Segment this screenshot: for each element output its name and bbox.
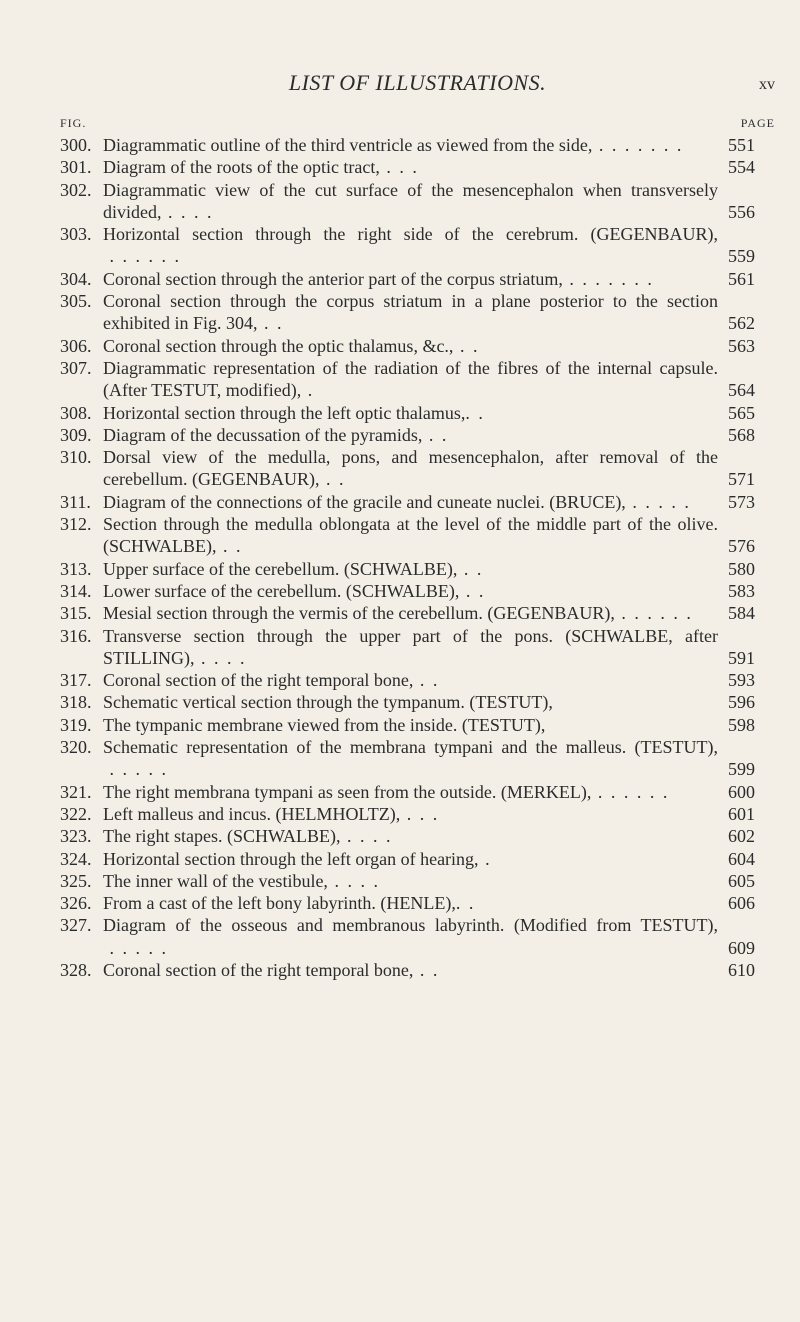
caption-text: The tympanic membrane viewed from the inside. (TESTUT),: [103, 714, 546, 735]
caption-text: Diagram of the roots of the optic tract,: [103, 157, 380, 178]
caption-text: The inner wall of the vestibule,: [103, 870, 328, 891]
figure-number: 328.: [60, 959, 92, 980]
caption-text: Diagram of the osseous and membranous labyrinth. (Modified from TESTUT),: [103, 915, 718, 936]
figure-number: 308.: [60, 402, 92, 423]
page-reference: 606: [728, 893, 755, 914]
caption-text: Coronal section through the optic thalamus, &c.,: [103, 335, 454, 356]
list-item: [60, 602, 778, 624]
caption-text: Horizontal section through the left organ of hearing,: [103, 848, 479, 869]
figure-number: 318.: [60, 692, 92, 713]
figure-caption: [103, 179, 718, 224]
list-item: [60, 914, 778, 959]
dot-leader: . . . .: [161, 201, 214, 222]
dot-leader: . . .: [400, 803, 440, 824]
dot-leader: . . . . . .: [614, 603, 693, 624]
dot-leader: . .: [465, 402, 485, 423]
list-item: [60, 825, 778, 847]
page-reference: 565: [728, 402, 755, 423]
dot-leader: .: [301, 380, 315, 401]
figure-number: 327.: [60, 915, 92, 936]
figure-number: 325.: [60, 870, 92, 891]
figure-caption: [103, 357, 718, 402]
page-reference: 583: [728, 580, 755, 601]
list-item: [60, 156, 778, 178]
dot-leader: . .: [319, 469, 346, 490]
dot-leader: . . . . .: [103, 937, 168, 958]
figure-caption: [103, 223, 718, 268]
figure-number: 316.: [60, 625, 92, 646]
figure-caption: [103, 602, 718, 624]
figure-number: 306.: [60, 335, 92, 356]
page-reference: 554: [728, 157, 755, 178]
dot-leader: . . . . . .: [591, 781, 670, 802]
figure-number: 300.: [60, 135, 92, 155]
figure-caption: [103, 402, 718, 424]
figure-number: 322.: [60, 803, 92, 824]
list-item: [60, 491, 778, 513]
list-item: [60, 848, 778, 870]
figure-caption: [103, 714, 718, 736]
list-item: [60, 803, 778, 825]
caption-text: The right stapes. (SCHWALBE),: [103, 826, 341, 847]
caption-text: Diagrammatic outline of the third ventricle as viewed from the side,: [103, 135, 593, 155]
list-item: [60, 335, 778, 357]
list-item: [60, 402, 778, 424]
page-number: xv: [759, 76, 775, 93]
page-reference: 596: [728, 692, 755, 713]
caption-text: From a cast of the left bony labyrinth. (HENLE),: [103, 893, 456, 914]
page-reference: 568: [728, 424, 755, 445]
figure-caption: [103, 669, 718, 691]
dot-leader: . .: [413, 670, 440, 691]
figure-caption: [103, 558, 718, 580]
caption-text: Diagram of the connections of the gracile and cuneate nuclei. (BRUCE),: [103, 491, 626, 512]
dot-leader: . . . . .: [103, 759, 168, 780]
figure-caption: [103, 580, 718, 602]
figure-caption: [103, 513, 718, 558]
figure-number: 312.: [60, 514, 92, 535]
figure-caption: [103, 892, 718, 914]
figure-caption: [103, 736, 718, 781]
caption-text: Schematic vertical section through the tympanum. (TESTUT),: [103, 692, 553, 713]
page-header: [60, 70, 775, 110]
page-reference: 591: [728, 647, 755, 668]
dot-leader: . .: [216, 536, 243, 557]
page-reference: 599: [728, 759, 755, 780]
list-item: [60, 691, 778, 713]
caption-text: Lower surface of the cerebellum. (SCHWALBE),: [103, 580, 460, 601]
page-reference: 576: [728, 536, 755, 557]
dot-leader: . . .: [379, 157, 419, 178]
page-reference: 561: [728, 268, 755, 289]
page-reference: 573: [728, 491, 755, 512]
figure-number: 315.: [60, 603, 92, 624]
illustrations-list: [60, 134, 778, 981]
dot-leader: . . . . . .: [103, 246, 181, 267]
page-reference: 564: [728, 380, 755, 401]
page-reference: 602: [728, 826, 755, 847]
dot-leader: . . . .: [340, 826, 393, 847]
list-item: [60, 558, 778, 580]
page-reference: 562: [728, 313, 755, 334]
running-title: LIST OF ILLUSTRATIONS.: [288, 70, 547, 95]
figure-number: 319.: [60, 714, 92, 735]
caption-text: The right membrana tympani as seen from the outside. (MERKEL),: [103, 781, 592, 802]
list-item: [60, 134, 778, 156]
figure-caption: [103, 290, 718, 335]
page-reference: 600: [728, 781, 755, 802]
figure-number: 302.: [60, 179, 92, 200]
list-item: [60, 625, 778, 670]
caption-text: Schematic representation of the membrana tympani and the malleus. (TESTUT),: [103, 737, 718, 758]
dot-leader: . . . .: [327, 870, 380, 891]
figure-caption: [103, 424, 718, 446]
page-reference: 593: [728, 670, 755, 691]
figure-caption: [103, 625, 718, 670]
page-reference: 584: [728, 603, 755, 624]
list-item: [60, 892, 778, 914]
figure-caption: [103, 491, 718, 513]
caption-text: Diagrammatic representation of the radiation of the fibres of the internal capsule. (After TESTUT, modified),: [103, 357, 718, 401]
dot-leader: . .: [459, 580, 486, 601]
fig-column-heading: FIG.: [60, 116, 87, 130]
list-item: [60, 424, 778, 446]
page-reference: 559: [728, 246, 755, 267]
figure-number: 303.: [60, 224, 92, 245]
list-item: [60, 223, 778, 268]
list-item: [60, 357, 778, 402]
figure-caption: [103, 870, 718, 892]
caption-text: Transverse section through the upper part of the pons. (SCHWALBE, after STILLING),: [103, 625, 718, 668]
list-item: [60, 714, 778, 736]
list-item: [60, 580, 778, 602]
list-item: [60, 290, 778, 335]
page-reference: 610: [728, 959, 755, 980]
page-reference: 601: [728, 803, 755, 824]
caption-text: Coronal section through the corpus striatum in a plane posterior to the section exhibited in Fig. 304,: [103, 291, 718, 334]
figure-caption: [103, 959, 718, 981]
page-reference: 551: [728, 135, 755, 155]
figure-number: 326.: [60, 893, 92, 914]
page-reference: 604: [728, 848, 755, 869]
figure-number: 313.: [60, 558, 92, 579]
list-item: [60, 959, 778, 981]
list-item: [60, 669, 778, 691]
figure-caption: [103, 781, 718, 803]
figure-caption: [103, 691, 718, 713]
figure-number: 305.: [60, 291, 92, 312]
figure-caption: [103, 848, 718, 870]
dot-leader: . . . .: [194, 647, 247, 668]
page-reference: 556: [728, 201, 755, 222]
figure-caption: [103, 156, 718, 178]
list-item: [60, 736, 778, 781]
figure-caption: [103, 825, 718, 847]
page-column-heading: PAGE: [740, 116, 775, 130]
dot-leader: .: [478, 848, 492, 869]
list-item: [60, 268, 778, 290]
page-reference: 580: [728, 558, 755, 579]
list-item: [60, 870, 778, 892]
page-reference: 571: [728, 469, 755, 490]
figure-number: 323.: [60, 826, 92, 847]
dot-leader: . .: [257, 313, 284, 334]
figure-number: 307.: [60, 357, 92, 378]
figure-number: 311.: [60, 491, 91, 512]
caption-text: Section through the medulla oblongata at the level of the middle part of the olive. (SCHWALBE),: [103, 514, 718, 557]
figure-number: 314.: [60, 580, 92, 601]
dot-leader: . . . . . . .: [592, 135, 684, 155]
figure-number: 320.: [60, 737, 92, 758]
figure-caption: [103, 268, 718, 290]
list-item: [60, 446, 778, 491]
caption-text: Upper surface of the cerebellum. (SCHWALBE),: [103, 558, 458, 579]
figure-number: 310.: [60, 447, 92, 468]
caption-text: Dorsal view of the medulla, pons, and mesencephalon, after removal of the cerebellum. (GEGENBAUR),: [103, 447, 718, 490]
caption-text: Coronal section of the right temporal bone,: [103, 670, 414, 691]
dot-leader: . .: [455, 893, 476, 914]
caption-text: Mesial section through the vermis of the cerebellum. (GEGENBAUR),: [103, 603, 615, 624]
caption-text: Left malleus and incus. (HELMHOLTZ),: [103, 803, 401, 824]
list-item: [60, 781, 778, 803]
dot-leader: . .: [413, 959, 440, 980]
dot-leader: . .: [453, 335, 480, 356]
caption-text: Coronal section of the right temporal bone,: [103, 959, 414, 980]
figure-number: 301.: [60, 157, 92, 178]
caption-text: Diagrammatic view of the cut surface of the mesencephalon when transversely divided,: [103, 179, 718, 222]
caption-text: Coronal section through the anterior part of the corpus striatum,: [103, 268, 563, 289]
figure-number: 309.: [60, 424, 92, 445]
list-item: [60, 513, 778, 558]
figure-number: 324.: [60, 848, 92, 869]
figure-number: 317.: [60, 670, 92, 691]
figure-caption: [103, 914, 718, 959]
figure-number: 321.: [60, 781, 92, 802]
dot-leader: . .: [422, 424, 449, 445]
dot-leader: . .: [457, 558, 484, 579]
page-reference: 598: [728, 714, 755, 735]
caption-text: Horizontal section through the left optic thalamus,: [103, 402, 466, 423]
figure-caption: [103, 134, 718, 156]
figure-caption: [103, 335, 718, 357]
figure-caption: [103, 803, 718, 825]
caption-text: Horizontal section through the right side of the cerebrum. (GEGENBAUR),: [103, 224, 718, 245]
dot-leader: . . . . . . .: [562, 268, 654, 289]
page-reference: 609: [728, 937, 755, 958]
dot-leader: . . . . .: [625, 491, 691, 512]
column-headings: [60, 116, 775, 136]
figure-caption: [103, 446, 718, 491]
caption-text: Diagram of the decussation of the pyramids,: [103, 424, 423, 445]
list-item: [60, 179, 778, 224]
page-reference: 563: [728, 335, 755, 356]
figure-number: 304.: [60, 268, 92, 289]
page-reference: 605: [728, 870, 755, 891]
